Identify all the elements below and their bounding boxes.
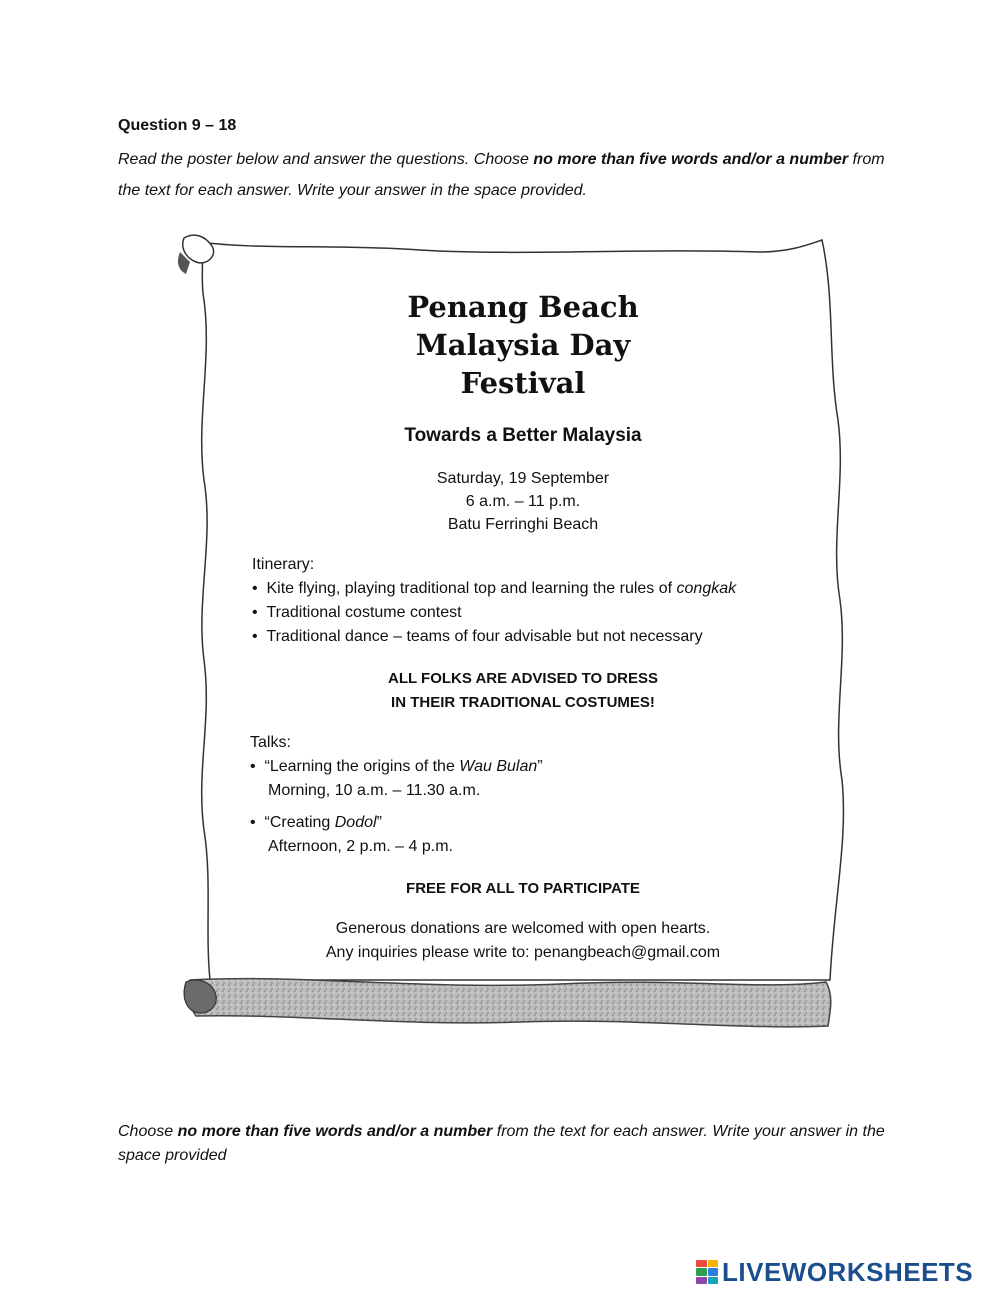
poster-title-line-1: Penang Beach: [407, 290, 639, 324]
instruction-emphasis: no more than five words and/or a number: [533, 151, 849, 168]
event-time: 6 a.m. – 11 p.m.: [465, 493, 581, 510]
event-venue: Batu Ferringhi Beach: [447, 516, 599, 533]
poster-title-line-3: Festival: [460, 366, 586, 400]
logo-mark-cell: [708, 1277, 719, 1284]
dress-notice-line-1: ALL FOLKS ARE ADVISED TO DRESS: [387, 670, 659, 687]
logo-mark-cell: [708, 1268, 719, 1275]
logo-mark-cell: [696, 1260, 707, 1267]
talks-label: Talks:: [250, 734, 291, 751]
poster-subtitle: Towards a Better Malaysia: [404, 425, 642, 446]
poster-title-line-2: Malaysia Day: [415, 328, 631, 362]
instruction-part-c: from the text for each answer. Write your answer in the space provided.: [118, 151, 885, 199]
answer-instructions: Choose no more than five words and/or a number from the text for each answer. Write your answer in the space provided: [118, 1123, 885, 1164]
logo-text: LIVEWORKSHEETS: [722, 1256, 974, 1287]
talk-item: • “Creating Dodol”: [250, 814, 382, 831]
talk-time: Morning, 10 a.m. – 11.30 a.m.: [268, 782, 481, 799]
inquiries-text: Any inquiries please write to: penangbeach@gmail.com: [325, 944, 721, 961]
donations-text: Generous donations are welcomed with open hearts.: [335, 920, 711, 937]
itinerary-item: • Kite flying, playing traditional top and learning the rules of congkak: [252, 580, 737, 597]
event-date: Saturday, 19 September: [436, 470, 610, 487]
instruction-part-a: Read the poster below and answer the questions. Choose: [118, 151, 534, 168]
question-heading: Question 9 – 18: [118, 117, 237, 134]
itinerary-item: • Traditional dance – teams of four advisable but not necessary: [252, 628, 703, 645]
talk-time: Afternoon, 2 p.m. – 4 p.m.: [268, 838, 453, 855]
liveworksheets-logo[interactable]: [696, 1257, 973, 1287]
free-notice: FREE FOR ALL TO PARTICIPATE: [406, 880, 640, 897]
logo-mark-cell: [696, 1268, 707, 1275]
talk-item: • “Learning the origins of the Wau Bulan”: [250, 758, 543, 775]
itinerary-label: Itinerary:: [252, 556, 315, 573]
itinerary-item: • Traditional costume contest: [252, 604, 462, 621]
logo-mark-cell: [708, 1260, 719, 1267]
dress-notice-line-2: IN THEIR TRADITIONAL COSTUMES!: [391, 694, 655, 711]
liveworksheets-logo-icon: [696, 1260, 718, 1284]
logo-mark-cell: [696, 1277, 707, 1284]
